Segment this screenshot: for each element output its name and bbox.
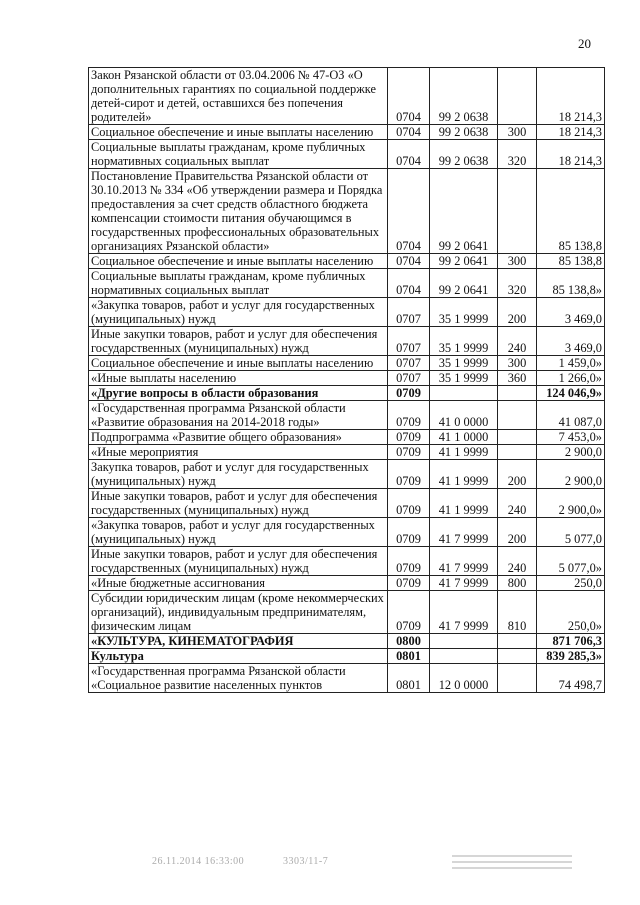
table-row (89, 576, 605, 591)
row-expense-type: 320 (498, 140, 537, 169)
table-row (89, 386, 605, 401)
row-expense-type: 240 (498, 547, 537, 576)
row-target-code: 41 1 9999 (430, 460, 498, 489)
row-expense-type: 800 (498, 576, 537, 591)
row-name: Закупка товаров, работ и услуг для государственных (муниципальных) нужд (89, 460, 388, 489)
row-section: 0709 (388, 401, 430, 430)
row-expense-type (498, 169, 537, 254)
row-amount: 124 046,9» (537, 386, 605, 401)
row-amount: 85 138,8» (537, 269, 605, 298)
row-target-code: 99 2 0638 (430, 125, 498, 140)
table-row (89, 327, 605, 356)
row-expense-type: 810 (498, 591, 537, 634)
row-target-code: 41 7 9999 (430, 591, 498, 634)
row-amount: 41 087,0 (537, 401, 605, 430)
row-target-code: 99 2 0638 (430, 68, 498, 125)
row-expense-type: 200 (498, 460, 537, 489)
table-row (89, 518, 605, 547)
table-row (89, 591, 605, 634)
row-expense-type: 300 (498, 356, 537, 371)
row-section: 0704 (388, 169, 430, 254)
row-target-code: 41 7 9999 (430, 547, 498, 576)
table-row (89, 664, 605, 693)
row-name: Иные закупки товаров, работ и услуг для обеспечения государственных (муниципальных) нужд (89, 489, 388, 518)
row-section: 0704 (388, 125, 430, 140)
table-row (89, 430, 605, 445)
row-amount: 3 469,0 (537, 298, 605, 327)
row-section: 0704 (388, 269, 430, 298)
row-target-code: 99 2 0641 (430, 254, 498, 269)
row-section: 0707 (388, 298, 430, 327)
row-expense-type (498, 386, 537, 401)
row-name: Иные закупки товаров, работ и услуг для обеспечения государственных (муниципальных) нужд (89, 547, 388, 576)
row-name: Социальное обеспечение и иные выплаты населению (89, 125, 388, 140)
row-section: 0709 (388, 460, 430, 489)
row-amount: 5 077,0» (537, 547, 605, 576)
row-name: «Закупка товаров, работ и услуг для государственных (муниципальных) нужд (89, 518, 388, 547)
table-row (89, 634, 605, 649)
page-number: 20 (578, 36, 591, 51)
row-amount: 18 214,3 (537, 125, 605, 140)
row-target-code: 41 7 9999 (430, 576, 498, 591)
row-name: Закон Рязанской области от 03.04.2006 № 47-ОЗ «О дополнительных гарантиях по социальной поддержке детей-сирот и детей, оставшихся без попечения родителей» (89, 68, 388, 125)
row-expense-type: 240 (498, 489, 537, 518)
row-amount: 250,0 (537, 576, 605, 591)
row-expense-type (498, 664, 537, 693)
table-row (89, 298, 605, 327)
table-row (89, 356, 605, 371)
row-name: «Другие вопросы в области образования (89, 386, 388, 401)
row-name: Культура (89, 649, 388, 664)
row-section: 0801 (388, 649, 430, 664)
row-name: «Государственная программа Рязанской области «Социальное развитие населенных пунктов (89, 664, 388, 693)
row-amount: 18 214,3 (537, 68, 605, 125)
row-section: 0709 (388, 547, 430, 576)
table-row (89, 169, 605, 254)
row-section: 0704 (388, 254, 430, 269)
row-section: 0709 (388, 489, 430, 518)
row-section: 0707 (388, 371, 430, 386)
row-amount: 2 900,0» (537, 489, 605, 518)
footer-doc-code: 3303/11-7 (283, 856, 329, 867)
row-expense-type: 240 (498, 327, 537, 356)
row-name: Социальное обеспечение и иные выплаты населению (89, 254, 388, 269)
row-section: 0709 (388, 445, 430, 460)
table-row (89, 254, 605, 269)
row-expense-type: 200 (498, 518, 537, 547)
row-section: 0800 (388, 634, 430, 649)
table-row (89, 140, 605, 169)
row-name: Социальные выплаты гражданам, кроме публичных нормативных социальных выплат (89, 269, 388, 298)
row-name: Социальное обеспечение и иные выплаты населению (89, 356, 388, 371)
row-target-code: 41 0 0000 (430, 401, 498, 430)
row-target-code: 35 1 9999 (430, 327, 498, 356)
row-target-code (430, 386, 498, 401)
row-name: «Иные бюджетные ассигнования (89, 576, 388, 591)
row-name: «Государственная программа Рязанской области «Развитие образования на 2014-2018 годы» (89, 401, 388, 430)
table-row (89, 547, 605, 576)
row-target-code: 99 2 0641 (430, 169, 498, 254)
row-section: 0709 (388, 430, 430, 445)
table-row (89, 401, 605, 430)
row-section: 0709 (388, 518, 430, 547)
budget-table-body (89, 68, 605, 693)
row-expense-type: 320 (498, 269, 537, 298)
row-expense-type: 200 (498, 298, 537, 327)
row-expense-type (498, 430, 537, 445)
table-row (89, 125, 605, 140)
table-row (89, 371, 605, 386)
table-row (89, 649, 605, 664)
row-target-code (430, 649, 498, 664)
row-section: 0707 (388, 327, 430, 356)
row-expense-type: 360 (498, 371, 537, 386)
row-amount: 2 900,0 (537, 460, 605, 489)
row-expense-type: 300 (498, 254, 537, 269)
row-expense-type (498, 401, 537, 430)
row-name: «Иные мероприятия (89, 445, 388, 460)
row-amount: 1 266,0» (537, 371, 605, 386)
row-target-code: 41 7 9999 (430, 518, 498, 547)
row-expense-type: 300 (498, 125, 537, 140)
row-section: 0704 (388, 140, 430, 169)
row-amount: 5 077,0 (537, 518, 605, 547)
row-expense-type (498, 634, 537, 649)
row-amount: 18 214,3 (537, 140, 605, 169)
row-section: 0709 (388, 386, 430, 401)
row-name: Постановление Правительства Рязанской области от 30.10.2013 № 334 «Об утверждении размера и Порядка предоставления за счет средств областного бюджета компенсации стоимости питания обучающимся в государственных профессиональных образовательных организациях Рязанской области» (89, 169, 388, 254)
row-name: Подпрограмма «Развитие общего образования» (89, 430, 388, 445)
registration-stamp (452, 851, 572, 875)
row-section: 0709 (388, 576, 430, 591)
table-row (89, 460, 605, 489)
row-target-code: 99 2 0641 (430, 269, 498, 298)
row-target-code: 41 1 9999 (430, 445, 498, 460)
row-section: 0707 (388, 356, 430, 371)
row-section: 0709 (388, 591, 430, 634)
row-target-code: 35 1 9999 (430, 356, 498, 371)
row-name: Субсидии юридическим лицам (кроме некоммерческих организаций), индивидуальным предпринимателям, физическим лицам (89, 591, 388, 634)
row-name: «КУЛЬТУРА, КИНЕМАТОГРАФИЯ (89, 634, 388, 649)
row-amount: 250,0» (537, 591, 605, 634)
table-row (89, 489, 605, 518)
row-amount: 1 459,0» (537, 356, 605, 371)
row-target-code: 12 0 0000 (430, 664, 498, 693)
row-expense-type (498, 649, 537, 664)
row-target-code: 35 1 9999 (430, 298, 498, 327)
row-section: 0704 (388, 68, 430, 125)
footer-timestamp: 26.11.2014 16:33:00 (152, 856, 245, 867)
table-row (89, 68, 605, 125)
row-section: 0801 (388, 664, 430, 693)
row-target-code: 35 1 9999 (430, 371, 498, 386)
row-amount: 85 138,8 (537, 169, 605, 254)
row-amount: 3 469,0 (537, 327, 605, 356)
row-amount: 85 138,8 (537, 254, 605, 269)
row-amount: 839 285,3» (537, 649, 605, 664)
row-target-code: 99 2 0638 (430, 140, 498, 169)
row-target-code: 41 1 9999 (430, 489, 498, 518)
table-row (89, 269, 605, 298)
row-name: Иные закупки товаров, работ и услуг для обеспечения государственных (муниципальных) нужд (89, 327, 388, 356)
row-target-code (430, 634, 498, 649)
row-amount: 74 498,7 (537, 664, 605, 693)
row-amount: 2 900,0 (537, 445, 605, 460)
row-target-code: 41 1 0000 (430, 430, 498, 445)
row-expense-type (498, 68, 537, 125)
row-amount: 7 453,0» (537, 430, 605, 445)
row-name: Социальные выплаты гражданам, кроме публичных нормативных социальных выплат (89, 140, 388, 169)
table-row (89, 445, 605, 460)
row-expense-type (498, 445, 537, 460)
row-name: «Иные выплаты населению (89, 371, 388, 386)
row-name: «Закупка товаров, работ и услуг для государственных (муниципальных) нужд (89, 298, 388, 327)
budget-table (88, 67, 605, 693)
row-amount: 871 706,3 (537, 634, 605, 649)
